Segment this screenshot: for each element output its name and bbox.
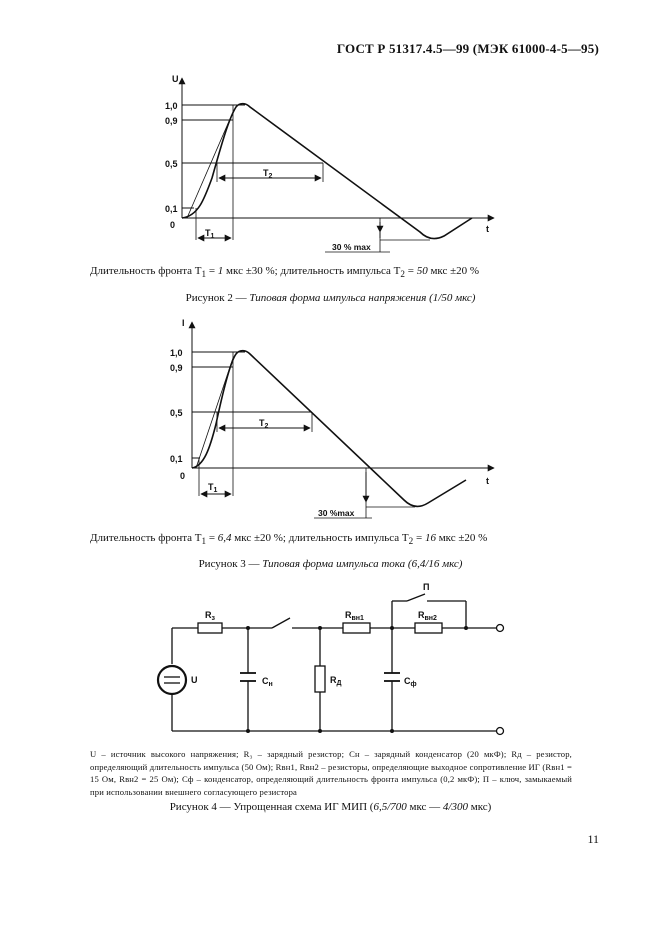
fig3-t2-label: $T_2$ [259,418,269,430]
fig4-legend: U – источник высокого напряжения; R₃ – зарядный резистор; Cн – зарядный конденсатор (20 мкФ); Rд – резистор, определяющий длительность импульса (50 Ом); Rвн1, Rвн2 – резисторы, определяющие выходное сопротивление ИГ (Rвн1 = 15 Ом, Rвн2 = 25 Ом); Cф – конденсатор, определяющий длительность фронта импульса (0,2 мкФ); П – ключ, замыкаемый при использовании внешнего согласующего резистора [90,749,572,797]
fig4-title: Рисунок 4 — Упрощенная схема ИГ МИП (6,5/700 мкс — 4/300 мкс) [169,801,492,813]
page-number: 11 [587,832,599,846]
fig2-tick-1-0: 1,0 [165,101,178,111]
fig2-note: Длительность фронта $T_1 = 1$ мкс ±30 %; длительность импульса $T_2 = 50$ мкс ±20 % [90,265,480,280]
fig2-origin: 0 [170,220,176,230]
switch-bypass [407,594,425,601]
output-terminal-top [497,625,504,632]
fig2-t1-label: $T_1$ [205,228,215,240]
fig3-x-label: t [486,476,489,486]
fig2-tick-0-1: 0,1 [165,204,178,214]
fig2-tick-0-5: 0,5 [165,159,178,169]
switch-main [272,618,290,628]
fig3-tick-1-0: 1,0 [170,348,183,358]
output-terminal-bottom [497,728,504,735]
resistor-match-2 [415,623,442,633]
fig3-note: Длительность фронта $T_1 = 6,4$ мкс ±20 %; длительность импульса $T_2 = 16$ мкс ±20 % [90,532,488,547]
fig2-undershoot-label: 30 % max [332,242,371,252]
label-c-front: $C_ф$ [404,676,417,688]
fig3-tick-0-1: 0,1 [170,454,183,464]
fig3-undershoot-label: 30 %max [318,508,355,518]
label-c-charge: $C_н$ [262,676,273,688]
fig3-title: Рисунок 3 — Типовая форма импульса тока (6,4/16 мкс) [198,558,463,570]
fig3-t1-label: $T_1$ [208,482,218,494]
label-r-match-1: $R_{вн1}$ [345,610,364,622]
fig2-tick-0-9: 0,9 [165,116,178,126]
fig3-tick-0-9: 0,9 [170,363,183,373]
voltage-source [158,666,186,694]
standard-header: ГОСТ Р 51317.4.5—99 (МЭК 61000-4-5—95) [336,41,599,56]
fig2-y-label: U [172,74,179,84]
label-r-duration: $R_Д$ [330,675,342,687]
label-r-match-2: $R_{вн2}$ [418,610,437,622]
resistor-duration [315,666,325,692]
fig2-t2-label: $T_2$ [263,168,273,180]
label-source: U [191,675,198,685]
label-switch-p: П [423,582,430,592]
fig3-tick-0-5: 0,5 [170,408,183,418]
fig2-x-label: t [486,224,489,234]
label-r-charge: $R_з$ [205,610,215,622]
resistor-match-1 [343,623,370,633]
fig3-y-label: I [182,318,185,328]
resistor-charge [198,623,222,633]
fig2-title: Рисунок 2 — Типовая форма импульса напряжения (1/50 мкс) [185,292,476,304]
fig3-origin: 0 [180,471,186,481]
